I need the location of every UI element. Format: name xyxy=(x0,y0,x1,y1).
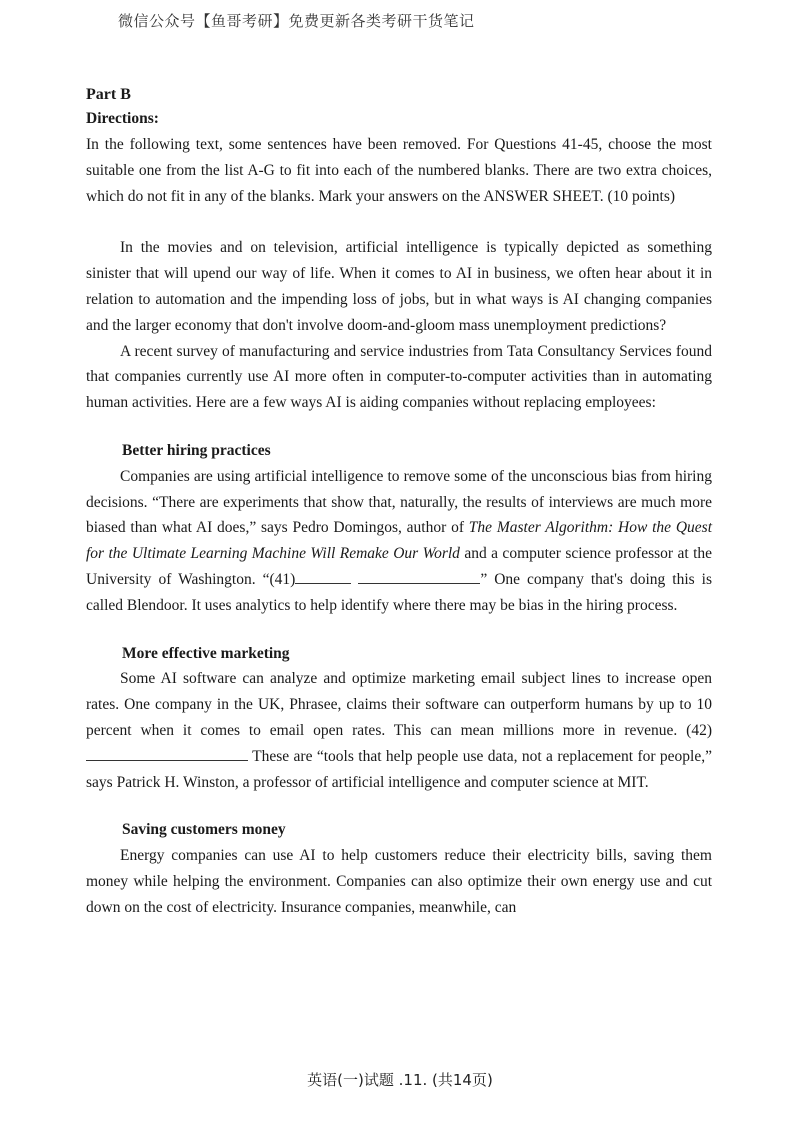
spacer xyxy=(86,619,712,641)
section-heading-saving: Saving customers money xyxy=(122,821,286,839)
hiring-text-2: and a computer science professor at the University of Washington. “(41) xyxy=(86,545,713,588)
spacer xyxy=(86,795,712,817)
page-content xyxy=(86,84,712,921)
answer-blank-41-continued[interactable] xyxy=(358,567,480,584)
hiring-text-3: ” One company that's doing this is called Blendoor. It uses analytics to help identify where there may be bias in the hiring process. xyxy=(86,570,712,614)
section-heading-hiring: Better hiring practices xyxy=(122,441,271,459)
directions-text: In the following text, some sentences have been removed. For Questions 41-45, choose the most suitable one from the list A-G to fit into each of the numbered blanks. There are two extra choices, which do not fit in any of the blanks. Mark your answers on the ANSWER SHEET. (10 points) xyxy=(86,136,712,205)
book-title: The Master Algorithm: How the Quest for the Ultimate Learning Machine Will Remake Our World xyxy=(86,519,712,563)
spacer xyxy=(86,416,712,438)
section-heading-marketing: More effective marketing xyxy=(122,644,290,662)
saving-paragraph: Energy companies can use AI to help customers reduce their electricity bills, saving them money while helping the environment. Companies can also optimize their own energy use and cut down on the cost of electricity. Insurance companies, meanwhile, can xyxy=(86,847,712,916)
marketing-text-2: These are “tools that help people use data, not a replacement for people,” says Patrick H. Winston, a professor of artificial intelligence and computer science at MIT. xyxy=(86,747,712,791)
marketing-paragraph xyxy=(86,666,712,795)
answer-blank-41[interactable] xyxy=(295,567,351,584)
answer-blank-42[interactable] xyxy=(86,744,248,761)
page-header: 微信公众号【鱼哥考研】免费更新各类考研干货笔记 xyxy=(118,12,475,30)
spacer xyxy=(86,209,712,235)
hiring-text-1: Companies are using artificial intelligence to remove some of the unconscious bias from hiring decisions. “There are experiments that show that, naturally, the results of interviews are much more biased than what AI does,” says Pedro Domingos, author of xyxy=(86,467,712,537)
page-footer: 英语(一)试题 .11. (共14页) xyxy=(307,1071,493,1089)
directions-label: Directions: xyxy=(86,110,159,127)
marketing-text-1: Some AI software can analyze and optimize marketing email subject lines to increase open rates. One company in the UK, Phrasee, claims their software can outperform humans by up to 10 percent when it comes to email open rates. This can mean millions more in revenue. (42) xyxy=(86,670,712,739)
part-title: Part B xyxy=(86,86,131,103)
intro-paragraph-1: In the movies and on television, artificial intelligence is typically depicted as something sinister that will upend our way of life. When it comes to AI in business, we often hear about it in relation to automation and the impending loss of jobs, but in what ways is AI changing companies and the larger economy that don't involve doom-and-gloom mass unemployment predictions? xyxy=(86,239,712,334)
intro-paragraph-2: A recent survey of manufacturing and service industries from Tata Consultancy Services found that companies currently use AI more often in computer-to-computer activities than in automating human activities. Here are a few ways AI is aiding companies without replacing employees: xyxy=(86,342,712,412)
hiring-paragraph xyxy=(86,464,712,619)
